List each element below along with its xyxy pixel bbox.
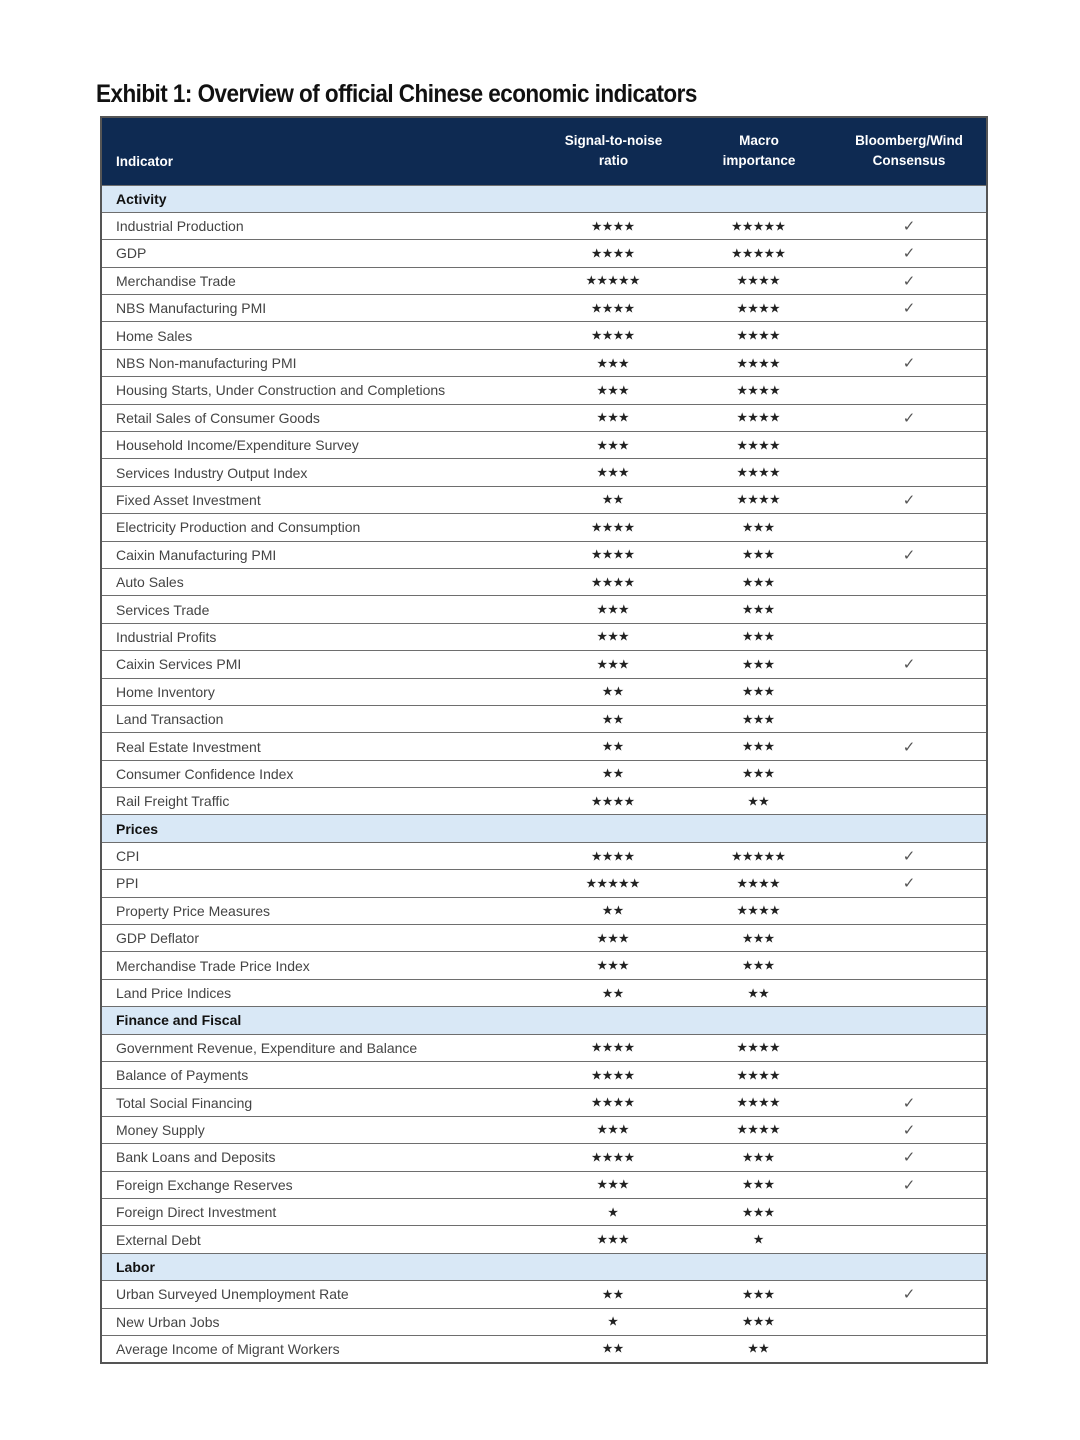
macro-rating: ★★★★	[686, 1034, 832, 1061]
table-row	[101, 212, 987, 239]
table-row	[101, 459, 987, 486]
macro-rating: ★★★★	[686, 459, 832, 486]
macro-rating: ★★★★	[686, 377, 832, 404]
table-row	[101, 705, 987, 732]
table-row	[101, 678, 987, 705]
macro-rating: ★★★★	[686, 404, 832, 431]
section-row	[101, 185, 987, 212]
section-label: Labor	[101, 1253, 987, 1280]
consensus-check: ✓	[832, 1089, 987, 1116]
indicator-name: Auto Sales	[101, 568, 541, 595]
signal-rating: ★★★	[541, 432, 686, 459]
indicator-name: Merchandise Trade	[101, 267, 541, 294]
consensus-check	[832, 514, 987, 541]
consensus-check	[832, 760, 987, 787]
macro-rating: ★★★★	[686, 897, 832, 924]
signal-rating: ★	[541, 1198, 686, 1225]
indicator-name: Retail Sales of Consumer Goods	[101, 404, 541, 431]
signal-rating: ★★	[541, 760, 686, 787]
signal-rating: ★★★★	[541, 240, 686, 267]
table-row	[101, 1198, 987, 1225]
section-row	[101, 1007, 987, 1034]
table-row	[101, 1116, 987, 1143]
indicator-name: New Urban Jobs	[101, 1308, 541, 1335]
header-consensus-line2: Consensus	[872, 153, 946, 169]
signal-rating: ★★★	[541, 1171, 686, 1198]
indicator-name: Caixin Manufacturing PMI	[101, 541, 541, 568]
table-row	[101, 760, 987, 787]
macro-rating: ★★★	[686, 568, 832, 595]
macro-rating: ★★★★★	[686, 240, 832, 267]
macro-rating: ★★★★	[686, 1089, 832, 1116]
macro-rating: ★	[686, 1226, 832, 1253]
consensus-check	[832, 1034, 987, 1061]
indicator-name: External Debt	[101, 1226, 541, 1253]
header-signal-to-noise	[541, 117, 686, 185]
signal-rating: ★★★	[541, 925, 686, 952]
consensus-check: ✓	[832, 1171, 987, 1198]
indicator-name: Electricity Production and Consumption	[101, 514, 541, 541]
section-label: Activity	[101, 185, 987, 212]
indicator-name: Balance of Payments	[101, 1062, 541, 1089]
macro-rating: ★★★	[686, 1281, 832, 1308]
indicator-name: Real Estate Investment	[101, 733, 541, 760]
signal-rating: ★★★★	[541, 842, 686, 869]
indicator-name: Industrial Production	[101, 212, 541, 239]
signal-rating: ★★★★	[541, 1062, 686, 1089]
table-row	[101, 1062, 987, 1089]
table-row	[101, 432, 987, 459]
consensus-check	[832, 377, 987, 404]
table-row	[101, 651, 987, 678]
table-row	[101, 568, 987, 595]
consensus-check	[832, 952, 987, 979]
consensus-check	[832, 705, 987, 732]
macro-rating: ★★★	[686, 514, 832, 541]
signal-rating: ★★★	[541, 1226, 686, 1253]
signal-rating: ★★	[541, 705, 686, 732]
table-row	[101, 404, 987, 431]
indicator-name: Household Income/Expenditure Survey	[101, 432, 541, 459]
consensus-check: ✓	[832, 212, 987, 239]
indicator-name: NBS Manufacturing PMI	[101, 295, 541, 322]
table-row	[101, 897, 987, 924]
consensus-check: ✓	[832, 349, 987, 376]
consensus-check	[832, 322, 987, 349]
indicator-name: Government Revenue, Expenditure and Balance	[101, 1034, 541, 1061]
table-row	[101, 349, 987, 376]
macro-rating: ★★★	[686, 596, 832, 623]
indicator-name: PPI	[101, 870, 541, 897]
consensus-check: ✓	[832, 486, 987, 513]
signal-rating: ★★★	[541, 459, 686, 486]
indicator-name: Urban Surveyed Unemployment Rate	[101, 1281, 541, 1308]
signal-rating: ★★★	[541, 349, 686, 376]
macro-rating: ★★★★★	[686, 842, 832, 869]
signal-rating: ★★★	[541, 623, 686, 650]
consensus-check	[832, 1062, 987, 1089]
indicator-name: Services Trade	[101, 596, 541, 623]
header-macro-line1: Macro	[739, 133, 779, 149]
section-label: Prices	[101, 815, 987, 842]
signal-rating: ★★★★	[541, 322, 686, 349]
table-row	[101, 486, 987, 513]
signal-rating: ★	[541, 1308, 686, 1335]
table-row	[101, 870, 987, 897]
consensus-check: ✓	[832, 1144, 987, 1171]
indicator-name: Fixed Asset Investment	[101, 486, 541, 513]
table-row	[101, 1034, 987, 1061]
signal-rating: ★★	[541, 1335, 686, 1362]
table-row	[101, 1281, 987, 1308]
table-row	[101, 596, 987, 623]
consensus-check: ✓	[832, 1116, 987, 1143]
signal-rating: ★★	[541, 678, 686, 705]
consensus-check	[832, 788, 987, 815]
table-row	[101, 541, 987, 568]
consensus-check	[832, 897, 987, 924]
table-row	[101, 788, 987, 815]
macro-rating: ★★★★	[686, 1062, 832, 1089]
indicator-name: Consumer Confidence Index	[101, 760, 541, 787]
header-signal-line1: Signal-to-noise	[564, 133, 663, 149]
signal-rating: ★★★★	[541, 514, 686, 541]
macro-rating: ★★★	[686, 705, 832, 732]
macro-rating: ★★★★	[686, 432, 832, 459]
signal-rating: ★★	[541, 897, 686, 924]
header-consensus	[832, 117, 987, 185]
table-row	[101, 1171, 987, 1198]
macro-rating: ★★★★	[686, 267, 832, 294]
indicator-name: GDP	[101, 240, 541, 267]
consensus-check: ✓	[832, 651, 987, 678]
signal-rating: ★★★	[541, 377, 686, 404]
macro-rating: ★★★	[686, 678, 832, 705]
indicator-name: Caixin Services PMI	[101, 651, 541, 678]
indicator-name: Rail Freight Traffic	[101, 788, 541, 815]
section-label: Finance and Fiscal	[101, 1007, 987, 1034]
signal-rating: ★★★★	[541, 1089, 686, 1116]
table-row	[101, 623, 987, 650]
header-signal-line2: ratio	[598, 153, 629, 169]
table-body	[101, 185, 987, 1363]
exhibit-title: Exhibit 1: Overview of official Chinese economic indicators	[96, 80, 697, 108]
table-row	[101, 1089, 987, 1116]
signal-rating: ★★★★	[541, 541, 686, 568]
signal-rating: ★★	[541, 486, 686, 513]
macro-rating: ★★★	[686, 1171, 832, 1198]
indicator-name: Home Inventory	[101, 678, 541, 705]
macro-rating: ★★★★	[686, 349, 832, 376]
macro-rating: ★★★★	[686, 295, 832, 322]
indicator-name: Industrial Profits	[101, 623, 541, 650]
consensus-check: ✓	[832, 267, 987, 294]
macro-rating: ★★★	[686, 541, 832, 568]
macro-rating: ★★	[686, 1335, 832, 1362]
table-row	[101, 979, 987, 1006]
consensus-check	[832, 568, 987, 595]
consensus-check: ✓	[832, 870, 987, 897]
indicator-name: NBS Non-manufacturing PMI	[101, 349, 541, 376]
consensus-check	[832, 623, 987, 650]
section-row	[101, 1253, 987, 1280]
header-macro-line2: importance	[722, 153, 796, 169]
signal-rating: ★★★	[541, 651, 686, 678]
indicator-name: Bank Loans and Deposits	[101, 1144, 541, 1171]
signal-rating: ★★	[541, 1281, 686, 1308]
indicator-name: CPI	[101, 842, 541, 869]
macro-rating: ★★★★	[686, 486, 832, 513]
indicator-name: Total Social Financing	[101, 1089, 541, 1116]
table-row	[101, 295, 987, 322]
signal-rating: ★★★★★	[541, 267, 686, 294]
header-consensus-line1: Bloomberg/Wind	[855, 133, 963, 149]
signal-rating: ★★★★	[541, 788, 686, 815]
signal-rating: ★★★	[541, 404, 686, 431]
macro-rating: ★★★★	[686, 1116, 832, 1143]
indicators-table	[100, 116, 988, 1364]
consensus-check	[832, 1198, 987, 1225]
indicator-name: Money Supply	[101, 1116, 541, 1143]
macro-rating: ★★★★	[686, 870, 832, 897]
indicator-name: Property Price Measures	[101, 897, 541, 924]
consensus-check: ✓	[832, 240, 987, 267]
consensus-check	[832, 678, 987, 705]
consensus-check	[832, 596, 987, 623]
consensus-check	[832, 1335, 987, 1362]
consensus-check: ✓	[832, 295, 987, 322]
table-row	[101, 842, 987, 869]
indicator-name: GDP Deflator	[101, 925, 541, 952]
consensus-check: ✓	[832, 541, 987, 568]
table-row	[101, 1144, 987, 1171]
macro-rating: ★★★	[686, 1144, 832, 1171]
consensus-check	[832, 979, 987, 1006]
table-row	[101, 240, 987, 267]
signal-rating: ★★★★	[541, 568, 686, 595]
consensus-check: ✓	[832, 733, 987, 760]
header-indicator: Indicator	[116, 153, 174, 169]
consensus-check: ✓	[832, 404, 987, 431]
macro-rating: ★★★	[686, 952, 832, 979]
signal-rating: ★★★	[541, 952, 686, 979]
consensus-check	[832, 925, 987, 952]
signal-rating: ★★★	[541, 1116, 686, 1143]
macro-rating: ★★	[686, 788, 832, 815]
signal-rating: ★★	[541, 979, 686, 1006]
indicator-name: Services Industry Output Index	[101, 459, 541, 486]
table-row	[101, 514, 987, 541]
consensus-check: ✓	[832, 842, 987, 869]
table-row	[101, 925, 987, 952]
consensus-check: ✓	[832, 1281, 987, 1308]
macro-rating: ★★★	[686, 1198, 832, 1225]
consensus-check	[832, 1226, 987, 1253]
table-row	[101, 952, 987, 979]
header-macro-importance	[686, 117, 832, 185]
signal-rating: ★★	[541, 733, 686, 760]
table-row	[101, 377, 987, 404]
table-row	[101, 322, 987, 349]
signal-rating: ★★★★	[541, 295, 686, 322]
indicator-name: Average Income of Migrant Workers	[101, 1335, 541, 1362]
indicator-name: Land Transaction	[101, 705, 541, 732]
signal-rating: ★★★★	[541, 1034, 686, 1061]
signal-rating: ★★★★	[541, 212, 686, 239]
macro-rating: ★★★	[686, 623, 832, 650]
macro-rating: ★★★★★	[686, 212, 832, 239]
indicator-name: Merchandise Trade Price Index	[101, 952, 541, 979]
table-row	[101, 267, 987, 294]
table-row	[101, 733, 987, 760]
signal-rating: ★★★★	[541, 1144, 686, 1171]
macro-rating: ★★★	[686, 733, 832, 760]
macro-rating: ★★★★	[686, 322, 832, 349]
macro-rating: ★★★	[686, 760, 832, 787]
table-header-row	[101, 117, 987, 185]
indicator-name: Housing Starts, Under Construction and Completions	[101, 377, 541, 404]
table-row	[101, 1226, 987, 1253]
table-row	[101, 1335, 987, 1362]
indicator-name: Home Sales	[101, 322, 541, 349]
macro-rating: ★★★	[686, 1308, 832, 1335]
indicator-name: Land Price Indices	[101, 979, 541, 1006]
indicator-name: Foreign Direct Investment	[101, 1198, 541, 1225]
signal-rating: ★★★★★	[541, 870, 686, 897]
consensus-check	[832, 459, 987, 486]
macro-rating: ★★★	[686, 925, 832, 952]
macro-rating: ★★	[686, 979, 832, 1006]
consensus-check	[832, 432, 987, 459]
indicator-name: Foreign Exchange Reserves	[101, 1171, 541, 1198]
consensus-check	[832, 1308, 987, 1335]
table-row	[101, 1308, 987, 1335]
signal-rating: ★★★	[541, 596, 686, 623]
macro-rating: ★★★	[686, 651, 832, 678]
section-row	[101, 815, 987, 842]
